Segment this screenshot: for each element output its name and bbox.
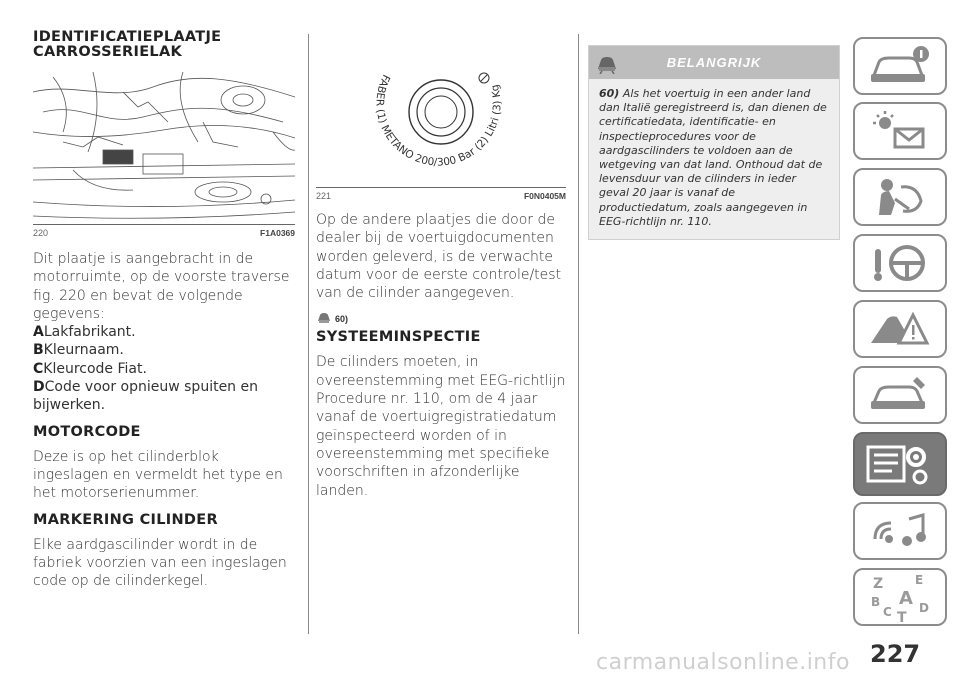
list-item xyxy=(33,341,295,359)
index-letter: B xyxy=(871,595,881,609)
tab-technical-data[interactable] xyxy=(853,432,947,496)
figure-code: F1A0369 xyxy=(260,228,295,238)
tab-maintenance[interactable] xyxy=(853,366,947,424)
index-letter: Z xyxy=(873,576,884,592)
heading-identification-plate xyxy=(33,30,295,60)
figure-engine-bay xyxy=(33,72,295,225)
heading-line-2: CARROSSERIELAK xyxy=(33,44,183,60)
heading-cylinder-marking: MARKERING CILINDER xyxy=(33,511,218,528)
multimedia-icon xyxy=(865,509,935,553)
list-text: Code voor opnieuw spuiten en bijwerken. xyxy=(33,379,258,414)
list-text: Kleurnaam. xyxy=(43,342,124,359)
car-info-icon xyxy=(865,44,935,88)
paragraph-plate-location: Dit plaatje is aangebracht in de motorruimte, op de voorste traverse fig. 220 en bevat de volgende gegevens: xyxy=(33,251,290,322)
index-letter: T xyxy=(897,610,907,622)
warning-body: Als het voertuig in een ander land dan Italië geregistreerd is, dan dienen de certificatiedata, identificatie- en inspectieprocedures voor de aardgascilinders te voldoen aan de wetgeving van dat land. Onthoud dat de levensduur van de cilinders in ieder geval 20 jaar is vanaf de productiedatum, zoals aangegeven in EEG-richtlijn nr. 110. xyxy=(599,87,827,228)
list-plate-data xyxy=(33,323,295,414)
tab-emergency[interactable] xyxy=(853,300,947,358)
technical-data-icon xyxy=(862,439,938,489)
list-item xyxy=(33,378,295,415)
heading-engine-code: MOTORCODE xyxy=(33,423,141,440)
warning-number: 60) xyxy=(599,87,620,100)
warning-reference xyxy=(316,310,566,324)
list-item xyxy=(33,360,295,378)
road-warning-icon xyxy=(865,307,935,351)
paragraph-cylinder-marking: Elke aardgascilinder wordt in de fabriek voorzien van een ingeslagen code op de cilinderkegel. xyxy=(33,536,287,590)
steering-wheel-icon xyxy=(865,241,935,285)
figure-cylinder-stamp xyxy=(316,34,566,188)
warning-car-icon xyxy=(595,52,619,74)
index-letter: C xyxy=(883,605,892,619)
tab-safety[interactable] xyxy=(853,168,947,226)
figure-code: F0N0405M xyxy=(523,191,566,201)
paragraph-engine-code: Deze is op het cilinderblok ingeslagen en vermeldt het type en het motorserienummer. xyxy=(33,448,283,502)
figure-caption-221 xyxy=(316,191,566,201)
column-right xyxy=(588,45,840,240)
list-text: Kleurcode Fiat. xyxy=(43,360,147,377)
tab-index[interactable] xyxy=(853,568,947,626)
index-letter: A xyxy=(899,588,913,609)
list-key: D xyxy=(33,379,45,396)
warning-text xyxy=(589,79,839,239)
list-text: Lakfabrikant. xyxy=(43,324,136,341)
warning-header xyxy=(589,46,839,79)
figure-number: 220 xyxy=(33,228,49,238)
list-key: C xyxy=(33,360,44,377)
tab-car-info[interactable] xyxy=(853,37,947,95)
dashboard-lights-icon xyxy=(865,109,935,153)
tab-dashboard-lights[interactable] xyxy=(853,102,947,160)
figure-number: 221 xyxy=(316,191,332,201)
car-maintenance-icon xyxy=(865,373,935,417)
index-icon xyxy=(865,572,935,622)
column-divider-right xyxy=(578,34,579,634)
watermark: carmanualsonline.info xyxy=(596,650,850,675)
index-letter: D xyxy=(919,601,929,615)
column-divider-left xyxy=(308,34,309,634)
warning-title: BELANGRIJK xyxy=(666,55,762,70)
warning-ref-number: 60) xyxy=(335,314,349,325)
column-left xyxy=(33,30,295,590)
paragraph-inspection-date: Op de andere plaatjes die door de dealer bij de voertuigdocumenten worden geleverd, is de verwachte datum voor de eerste controle/test van de cilinder aangegeven. xyxy=(316,212,562,302)
page-number: 227 xyxy=(870,640,921,668)
svg-text:FABER (1) METANO 200/300 Bar ( xyxy=(316,34,504,169)
warning-box xyxy=(588,45,840,240)
tab-starting-driving[interactable] xyxy=(853,234,947,292)
list-key: A xyxy=(33,324,44,341)
warning-car-icon xyxy=(316,310,332,324)
paragraph-system-inspection: De cilinders moeten, in overeenstemming met EEG-richtlijn Procedure nr. 110, om de 4 jaar vanaf de voertuigregistratiedatum geïnspecteerd worden of in overeenstemming met specifieke voorschriften in afzonderlijke landen. xyxy=(316,354,566,499)
heading-system-inspection: SYSTEEMINSPECTIE xyxy=(316,329,481,346)
list-key: B xyxy=(33,342,44,359)
tab-multimedia[interactable] xyxy=(853,502,947,560)
cylinder-stamp-text: FABER (1) METANO 200/300 Bar (2) Litri (3) Kg xyxy=(373,72,504,169)
index-letter: E xyxy=(915,573,924,587)
engine-bay-illustration xyxy=(33,72,295,224)
heading-line-1: IDENTIFICATIEPLAATJE xyxy=(33,29,222,45)
list-item xyxy=(33,323,295,341)
cylinder-stamp-illustration xyxy=(316,34,566,187)
safety-airbag-icon xyxy=(865,175,935,219)
figure-caption-220 xyxy=(33,228,295,238)
column-middle xyxy=(316,34,566,500)
